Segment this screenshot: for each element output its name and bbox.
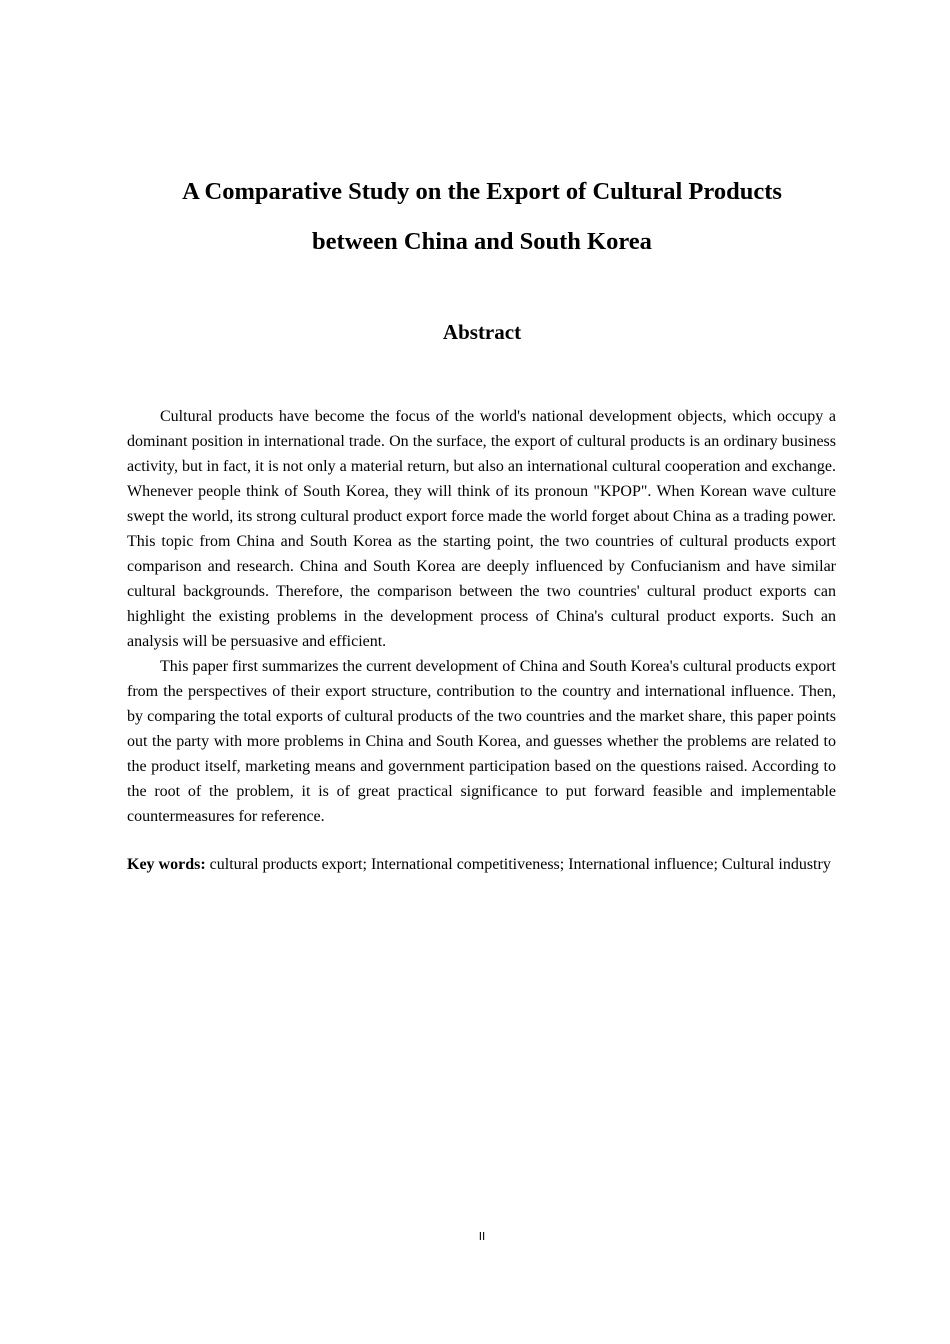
paper-title-line-1: A Comparative Study on the Export of Cultural Products: [182, 178, 782, 205]
abstract-paragraph-1: Cultural products have become the focus of the world's national development objects, which occupy a dominant position in international trade. On the surface, the export of cultural products is an ordinary business activity, but in fact, it is not only a material return, but also an international cultural cooperation and exchange. Whenever people think of South Korea, they will think of its pronoun "KPOP". When Korean wave culture swept the world, its strong cultural product export force made the world forget about China as a trading power. This topic from China and South Korea as the starting point, the two countries of cultural products export comparison and research. China and South Korea are deeply influenced by Confucianism and have similar cultural backgrounds. Therefore, the comparison between the two countries' cultural product exports can highlight the existing problems in the development process of China's cultural product exports. Such an analysis will be persuasive and efficient.: [127, 408, 836, 650]
keywords-label: Key words:: [127, 856, 206, 873]
paper-title: [127, 167, 837, 267]
page-number: II: [478, 1230, 486, 1243]
abstract-paragraph-2: This paper first summarizes the current development of China and South Korea's cultural products export from the perspectives of their export structure, contribution to the country and international influence. Then, by comparing the total exports of cultural products of the two countries and the market share, this paper points out the party with more problems in China and South Korea, and guesses whether the problems are related to the product itself, marketing means and government participation based on the questions raised. According to the root of the problem, it is of great practical significance to put forward feasible and implementable countermeasures for reference.: [127, 658, 836, 825]
keywords: [127, 852, 836, 877]
keywords-text: cultural products export; International competitiveness; International influence; Cultural industry: [205, 856, 831, 873]
abstract-heading: Abstract: [442, 320, 522, 344]
abstract-body: [127, 404, 836, 829]
paper-title-line-2: between China and South Korea: [312, 228, 652, 255]
